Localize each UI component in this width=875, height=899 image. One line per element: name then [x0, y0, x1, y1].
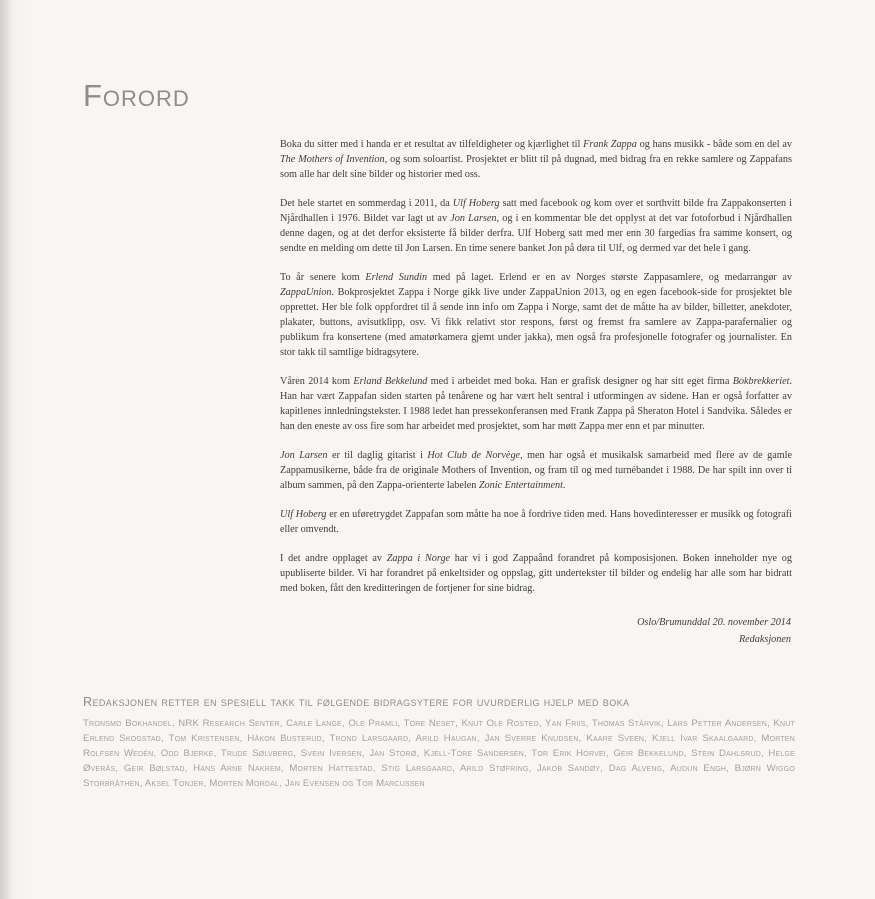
- thanks-heading: Redaksjonen retter en spesiell takk til følgende bidragsytere for uvurderlig hjelp med boka: [83, 695, 630, 709]
- paragraph-6: Ulf Hoberg er en uføretrygdet Zappafan som måtte ha noe å fordrive tiden med. Hans hovedinteresser er musikk og fotografi eller omvendt.: [280, 509, 792, 535]
- paragraph-5: Jon Larsen er til daglig gitarist i Hot Club de Norvège, men har også et musikalsk samarbeid med flere av de gamle Zappamusikerne, både fra de originale Mothers of Invention, og fram til og med turnébandet i 1988. De har spilt inn over ti album sammen, på den Zappa-orienterte labelen Zonic Entertainment.: [280, 450, 792, 491]
- paragraph-1: Boka du sitter med i handa er et resultat av tilfeldigheter og kjærlighet til Frank Zappa og hans musikk - både som en del av The Mothers of Invention, og som soloartist. Prosjektet er blitt til på dugnad, med bidrag fra en rekke samlere og Zappafans som alle har delt sine bilder og historier med oss.: [280, 139, 792, 180]
- signature-author: Redaksjonen: [738, 634, 791, 645]
- name-jon-larsen: Jon Larsen: [450, 213, 497, 224]
- name-mothers-of-invention: The Mothers of Invention: [280, 154, 385, 165]
- foreword-body: [280, 137, 792, 610]
- name-jon-larsen-2: Jon Larsen: [280, 450, 328, 461]
- name-zonic: Zonic Entertainment: [478, 480, 563, 491]
- gutter-shadow: [0, 0, 14, 899]
- signature-place-date: Oslo/Brumunddal 20. november 2014: [637, 617, 791, 628]
- page-title: Forord: [83, 78, 190, 113]
- name-zappaunion: ZappaUnion: [280, 287, 332, 298]
- name-zappa-i-norge: Zappa i Norge: [386, 553, 451, 564]
- name-hot-club: Hot Club de Norvège: [427, 450, 521, 461]
- name-ulf-hoberg-2: Ulf Hoberg: [280, 509, 327, 520]
- name-bokbrekkeriet: Bokbrekkeriet: [732, 376, 790, 387]
- paragraph-3: To år senere kom Erlend Sundin med på laget. Erlend er en av Norges største Zappasamlere, og medarrangør av ZappaUnion. Bokprosjektet Zappa i Norge gikk live under ZappaUnion 2013, og en egen facebook-side for prosjektet ble opprettet. Her ble folk oppfordret til å sende inn info om Zappa i Norge, samt det de måtte ha av bilder, billetter, anekdoter, plakater, buttons, avisutklipp, osv. Vi fikk relativt stor respons, først og fremst fra samlere av Zappa-parafernalier og publikum fra konsertene (med amatørkamera gjemt under jakka), men også fra profesjonelle fotografer og journalister. En stor takk til samtlige bidragsytere.: [280, 272, 792, 358]
- paragraph-4: Våren 2014 kom Erland Bekkelund med i arbeidet med boka. Han er grafisk designer og har sitt eget firma Bokbrekkeriet. Han har vært Zappafan siden starten på tenårene og har vært helt sentral i utformingen av sidene. Han er også forfatter av kapitlenes innledningstekster. I 1988 ledet han pressekonferansen med Frank Zappa på Sheraton Hotel i Sandvika. Således er han den eneste av oss fire som har arbeidet med prosjektet, som har møtt Zappa mer enn et par minutter.: [280, 376, 792, 432]
- name-frank-zappa: Frank Zappa: [583, 139, 637, 150]
- paragraph-2: Det hele startet en sommerdag i 2011, da Ulf Hoberg satt med facebook og kom over et sorthvitt bilde fra Zappakonserten i Njårdhallen i 1976. Bildet var lagt ut av Jon Larsen, og i en kommentar ble det opplyst at det var fotoforbud i Njårdhallen denne dagen, og at det derfor eksisterte få bilder derfra. Ulf Hoberg satt med mer enn 30 fargedias fra samme konsert, og sendte en melding om dette til Jon Larsen. En time senere banket Jon på døra til Ulf, og dermed var det hele i gang.: [280, 198, 793, 254]
- name-erlend-sundin: Erlend Sundin: [365, 272, 428, 283]
- name-ulf-hoberg: Ulf Hoberg: [452, 198, 500, 209]
- paragraph-7: I det andre opplaget av Zappa i Norge har vi i god Zappaånd forandret på komposisjonen. Boken inneholder nye og upubliserte bilder. Vi har forandret på enkeltsider og oppslag, gitt undertekster til bilder og endelig har alle som har bidratt med boken, fått den kreditteringen de fortjener for sine bidrag.: [280, 553, 792, 594]
- thanks-list: Tronsmo Bokhandel, NRK Research Senter, Carle Lange, Ole Pramli, Tore Neset, Knut Ole Rosted, Yan Friis, Thomas Stårvik, Lars Petter Andersen, Knut Erlend Skogstad, Tom Kristensen, Håkon Busterud, Trond Larsgaard, Arild Haugan, Jan Sverre Knudsen, Kaare Sveen, Kjell Ivar Skaalgaard, Morten Rolfsen Wedén, Odd Bjerke, Trude Sølvberg, Svein Iversen, Jan Storø, Kjell-Tore Sandersen, Tor Erik Horvei, Geir Bekkelund, Stein Dahlsrud, Helge Øverås, Geir Bølstad, Hans Arne Nakrem, Morten Hattestad, Stig Larsgaard, Arild Støfring, Jakob Sandøy, Dag Alveng, Audun Engh, Bjørn Wiggo Storbråthen, Aksel Tonjer, Morten Mordal, Jan Evensen og Tor Marcussen: [83, 718, 795, 789]
- name-erland-bekkelund: Erland Bekkelund: [353, 376, 428, 387]
- signature-block: [637, 614, 791, 648]
